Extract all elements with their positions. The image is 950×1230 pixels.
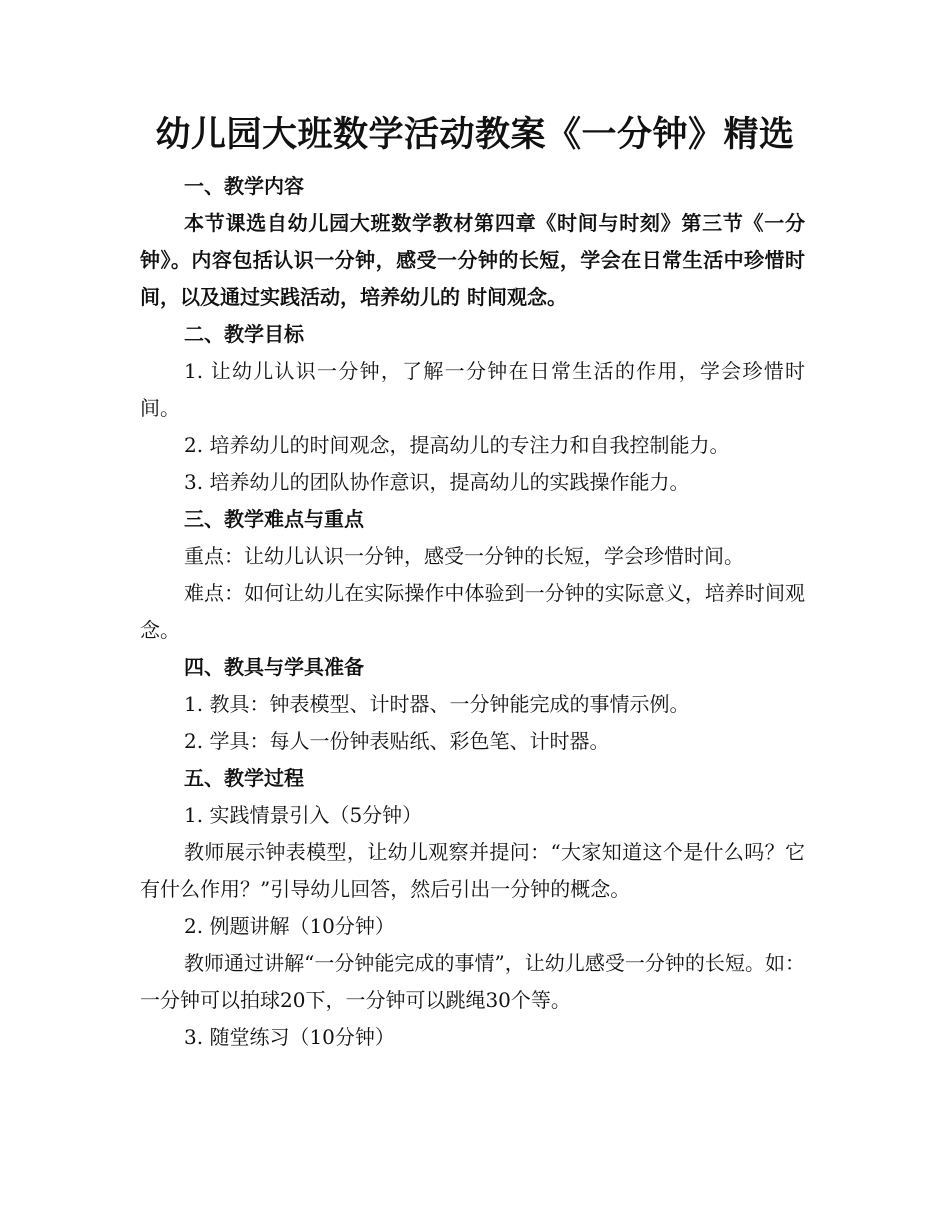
body-paragraph: 难点：如何让幼儿在实际操作中体验到一分钟的实际意义，培养时间观念。 [140,581,805,642]
body-paragraph: 3. 培养幼儿的团队协作意识，提高幼儿的实践操作能力。 [184,470,690,494]
body-paragraph: 教师通过讲解“一分钟能完成的事情”，让幼儿感受一分钟的长短。如：一分钟可以拍球20下，一分钟可以跳绳30个等。 [140,951,805,1012]
section-heading: 一、教学内容 [184,174,304,198]
section-heading: 五、教学过程 [184,766,304,790]
document-title: 幼儿园大班数学活动教案《一分钟》精选 [155,114,795,155]
body-paragraph: 1. 教具：钟表模型、计时器、一分钟能完成的事情示例。 [184,692,690,716]
body-paragraph: 3. 随堂练习（10分钟） [184,1025,395,1049]
body-paragraph: 2. 例题讲解（10分钟） [184,914,395,938]
section-heading: 二、教学目标 [184,322,304,346]
body-paragraph: 本节课选自幼儿园大班数学教材第四章《时间与时刻》第三节《一分钟》。内容包括认识一分钟，感受一分钟的长短，学会在日常生活中珍惜时间，以及通过实践活动，培养幼儿的 时间观念。 [140,211,805,309]
document-body [140,168,805,1056]
section-heading: 四、教具与学具准备 [184,655,364,679]
body-paragraph: 1. 让幼儿认识一分钟，了解一分钟在日常生活的作用，学会珍惜时间。 [140,359,805,420]
section-heading: 三、教学难点与重点 [184,507,364,531]
body-paragraph: 重点：让幼儿认识一分钟，感受一分钟的长短，学会珍惜时间。 [184,544,744,568]
body-paragraph: 2. 培养幼儿的时间观念，提高幼儿的专注力和自我控制能力。 [184,433,730,457]
body-paragraph: 教师展示钟表模型，让幼儿观察并提问：“大家知道这个是什么吗？它有什么作用？”引导幼儿回答，然后引出一分钟的概念。 [140,840,805,901]
body-paragraph: 2. 学具：每人一份钟表贴纸、彩色笔、计时器。 [184,729,610,753]
body-paragraph: 1. 实践情景引入（5分钟） [184,803,423,827]
